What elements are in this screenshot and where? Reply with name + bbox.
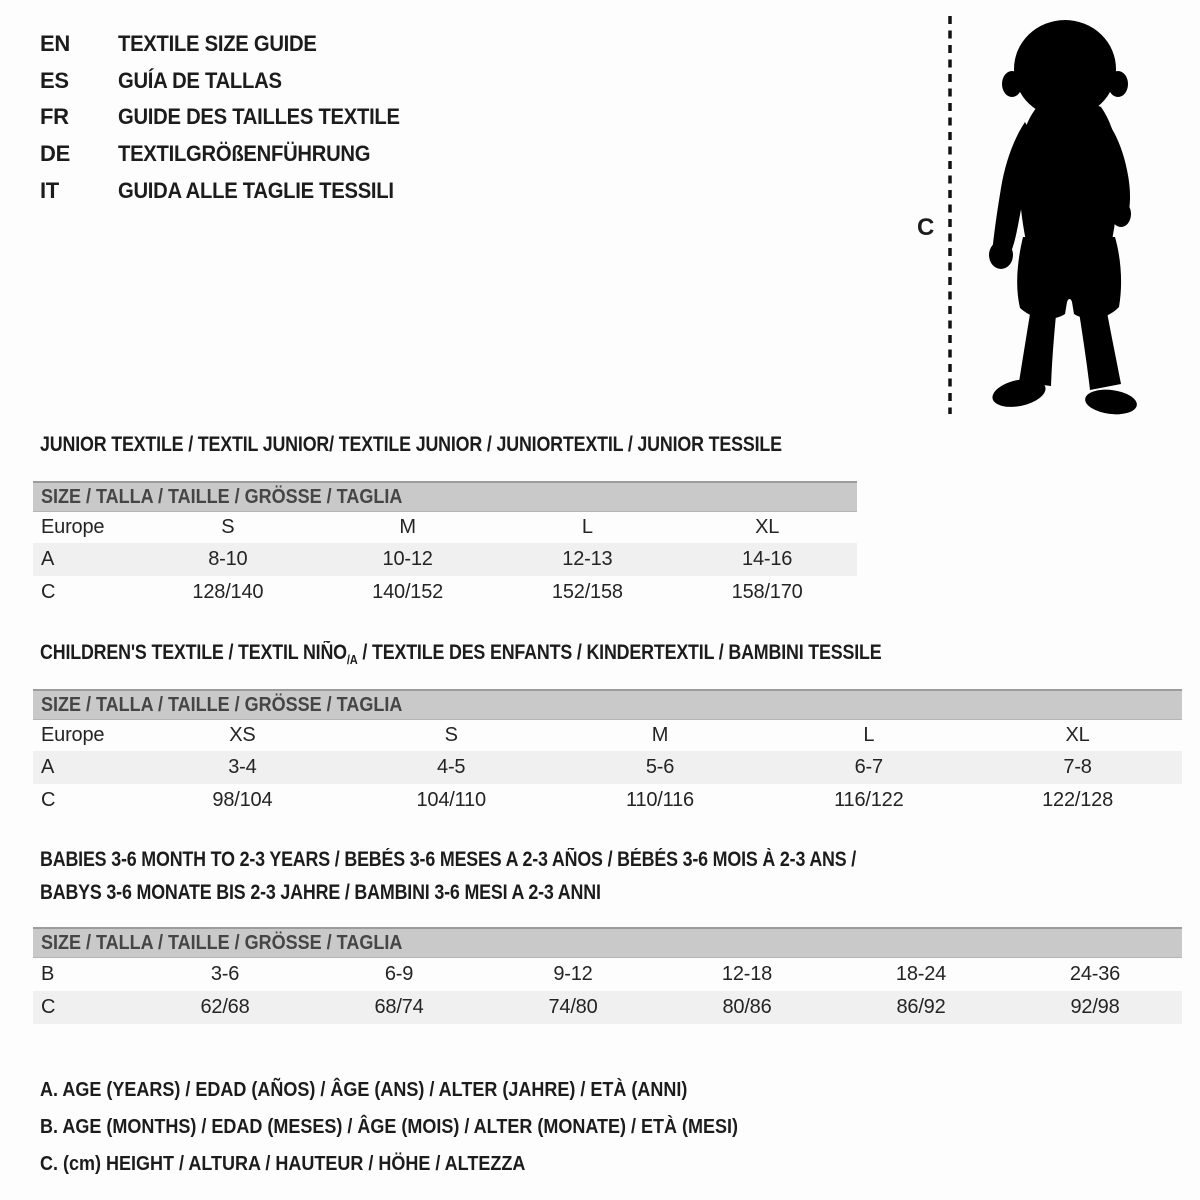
- column-header: S: [444, 724, 458, 746]
- cell-value: 10-12: [382, 548, 433, 570]
- height-measure-figure: [905, 8, 1180, 424]
- language-code: ES: [40, 67, 69, 93]
- table-row: [33, 784, 1182, 817]
- junior-size-table: [33, 481, 857, 609]
- babies-size-table: [33, 927, 1182, 1024]
- language-row: [40, 63, 424, 100]
- height-marker-label: C: [917, 214, 935, 241]
- cell-value: 7-8: [1063, 756, 1092, 778]
- table-header-row: [33, 720, 1182, 751]
- guide-title: GUIDA ALLE TAGLIE TESSILI: [118, 177, 394, 203]
- language-code: IT: [40, 177, 59, 203]
- cell-value: 158/170: [731, 581, 803, 603]
- column-header: L: [863, 724, 875, 746]
- size-header-bar: [33, 927, 1182, 958]
- children-heading-prefix: CHILDREN'S TEXTILE / TEXTIL NIÑO: [40, 641, 347, 664]
- guide-title: GUIDE DES TAILLES TEXTILE: [118, 104, 400, 130]
- cell-value: 122/128: [1042, 789, 1114, 811]
- babies-heading-line2: BABYS 3-6 MONATE BIS 2-3 JAHRE / BAMBINI 3-6 MESI A 2-3 ANNI: [40, 880, 601, 904]
- cell-value: 8-10: [208, 548, 248, 570]
- cell-value: 14-16: [742, 548, 793, 570]
- cell-value: 68/74: [374, 996, 424, 1018]
- row-label: B: [41, 963, 55, 985]
- cell-value: 18-24: [895, 963, 947, 985]
- row-label: A: [41, 756, 55, 778]
- junior-section-heading: JUNIOR TEXTILE / TEXTIL JUNIOR/ TEXTILE JUNIOR / JUNIORTEXTIL / JUNIOR TESSILE: [40, 433, 782, 456]
- cell-value: 74/80: [548, 996, 598, 1018]
- column-header: L: [581, 516, 593, 538]
- legend-line-age-years: A. AGE (YEARS) / EDAD (AÑOS) / ÂGE (ANS) / ALTER (JAHRE) / ETÀ (ANNI): [40, 1079, 688, 1101]
- table-row: [33, 576, 857, 609]
- cell-value: 104/110: [416, 789, 486, 811]
- row-label: A: [41, 548, 55, 570]
- legend-line-age-months: B. AGE (MONTHS) / EDAD (MESES) / ÂGE (MOIS) / ALTER (MONATE) / ETÀ (MESI): [40, 1116, 738, 1138]
- cell-value: 92/98: [1070, 996, 1120, 1018]
- language-row: [40, 136, 424, 173]
- table-header-row: [33, 512, 857, 543]
- guide-title: GUÍA DE TALLAS: [118, 67, 282, 93]
- column-header: XS: [229, 724, 256, 746]
- language-row: [40, 172, 424, 209]
- cell-value: 62/68: [200, 996, 250, 1018]
- height-dashed-line: [945, 12, 955, 418]
- row-label: C: [41, 996, 56, 1018]
- row-label: C: [41, 789, 56, 811]
- size-header-label: SIZE / TALLA / TAILLE / GRÖSSE / TAGLIA: [41, 485, 403, 508]
- row-label: C: [41, 581, 56, 603]
- babies-section-heading: [40, 843, 856, 909]
- guide-title: TEXTILGRÖßENFÜHRUNG: [118, 141, 371, 167]
- language-row: [40, 99, 424, 136]
- cell-value: 12-18: [721, 963, 773, 985]
- language-row: [40, 26, 424, 63]
- cell-value: 12-13: [562, 548, 613, 570]
- cell-value: 110/116: [626, 789, 694, 811]
- cell-value: 152/158: [551, 581, 623, 603]
- size-header-bar: [33, 481, 857, 512]
- table-row: [33, 751, 1182, 784]
- cell-value: 3-6: [210, 963, 240, 985]
- cell-value: 3-4: [228, 756, 257, 778]
- cell-value: 6-7: [854, 756, 883, 778]
- cell-value: 9-12: [553, 963, 593, 985]
- size-header-bar: [33, 689, 1182, 720]
- guide-title: TEXTILE SIZE GUIDE: [118, 31, 317, 57]
- column-header: XL: [755, 516, 780, 538]
- table-row: [33, 958, 1182, 991]
- cell-value: 86/92: [896, 996, 946, 1018]
- size-header-label: SIZE / TALLA / TAILLE / GRÖSSE / TAGLIA: [41, 693, 403, 716]
- cell-value: 5-6: [645, 756, 675, 778]
- children-heading-sub: /A: [346, 652, 358, 667]
- toddler-silhouette-icon: [963, 12, 1167, 422]
- column-header: Europe: [41, 724, 105, 746]
- language-code: EN: [40, 31, 70, 57]
- language-code: FR: [40, 104, 69, 130]
- language-title-list: [40, 26, 424, 209]
- column-header: Europe: [41, 516, 105, 538]
- cell-value: 24-36: [1069, 963, 1121, 985]
- cell-value: 128/140: [192, 581, 264, 603]
- cell-value: 116/122: [834, 789, 904, 811]
- cell-value: 140/152: [372, 581, 444, 603]
- babies-heading-line1: BABIES 3-6 MONTH TO 2-3 YEARS / BEBÉS 3-6 MESES A 2-3 AÑOS / BÉBÉS 3-6 MOIS À 2-3 ANS /: [40, 847, 857, 871]
- language-code: DE: [40, 141, 70, 167]
- legend-line-height: C. (cm) HEIGHT / ALTURA / HAUTEUR / HÖHE / ALTEZZA: [40, 1153, 526, 1175]
- table-row: [33, 991, 1182, 1024]
- cell-value: 6-9: [384, 963, 414, 985]
- column-header: M: [399, 516, 416, 538]
- column-header: XL: [1065, 724, 1090, 746]
- cell-value: 98/104: [212, 789, 273, 811]
- column-header: M: [651, 724, 669, 746]
- table-body: [33, 512, 857, 609]
- measurement-legend: [40, 1072, 816, 1183]
- children-section-heading: [40, 641, 882, 665]
- children-heading-suffix: / TEXTILE DES ENFANTS / KINDERTEXTIL / BAMBINI TESSILE: [357, 641, 882, 664]
- size-header-label: SIZE / TALLA / TAILLE / GRÖSSE / TAGLIA: [41, 931, 403, 954]
- children-size-table: [33, 689, 1182, 817]
- column-header: S: [221, 516, 235, 538]
- cell-value: 80/86: [722, 996, 772, 1018]
- table-body: [33, 958, 1182, 1024]
- table-body: [33, 720, 1182, 817]
- cell-value: 4-5: [437, 756, 466, 778]
- table-row: [33, 543, 857, 576]
